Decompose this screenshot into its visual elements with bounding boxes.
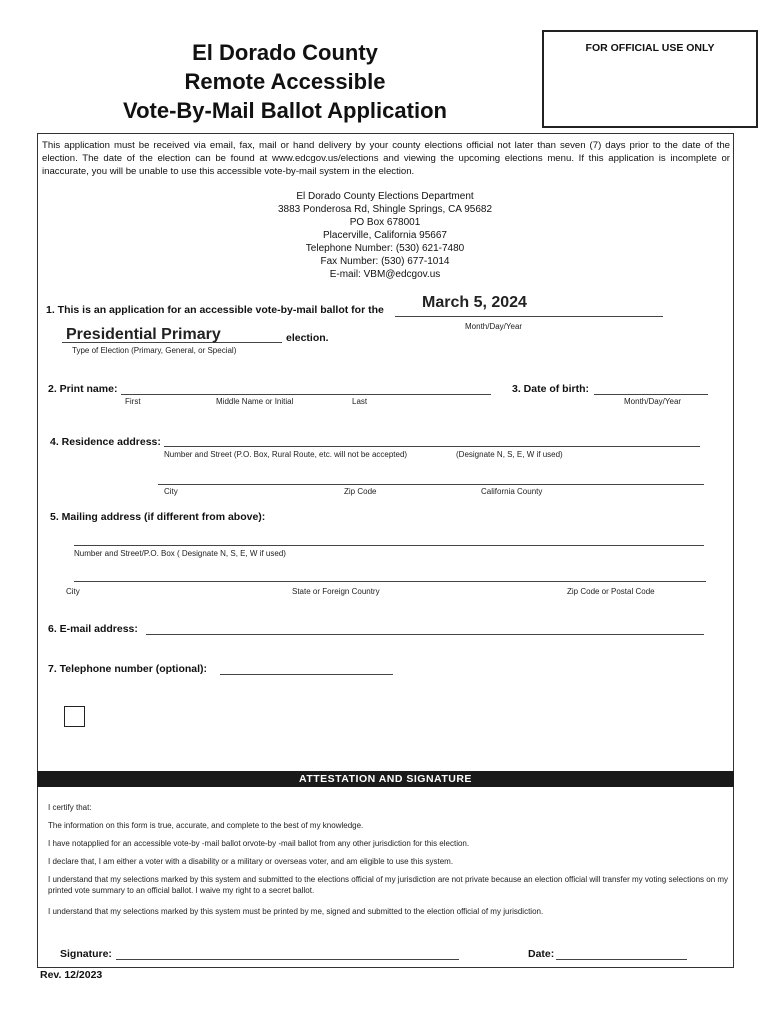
official-use-label: FOR OFFICIAL USE ONLY [585,42,715,54]
signature-label: Signature: [60,948,112,960]
hint-last: Last [352,397,368,406]
hint-first: First [125,397,141,406]
title-line-2: Remote Accessible [184,69,386,94]
attestation-line-4: I declare that, I am either a voter with a disability or a military or overseas voter, and am eligible to use this system. [48,857,454,866]
form-title [60,38,510,125]
official-use-box [542,30,758,128]
title-line-1: El Dorado County [192,40,378,65]
date-of-birth-field[interactable] [594,394,708,395]
q7-label: 7. Telephone number (optional): [48,663,208,675]
intro-paragraph: This application must be received via email, fax, mail or hand delivery by your county elections official not later than seven (7) days prior to the date of the election. The date of the election can be found at www.edcgov.us/elections and viewing the upcoming elections menu. If this application is incomplete or inaccurate, you will be unable to use this accessible vote-by-mail system in the election. [42,140,730,177]
department-phone: Telephone Number: (530) 621-7480 [305,243,465,254]
attestation-line-3: I have notapplied for an accessible vote-by -mail ballot orvote-by -mail ballot from any other jurisdiction for this election. [48,839,470,848]
residence-city-hint: City [164,487,178,496]
election-type-hint: Type of Election (Primary, General, or Special) [72,346,237,355]
signature-date-field[interactable] [556,959,687,960]
residence-city-field[interactable] [158,484,704,485]
signature-field[interactable] [116,959,459,960]
attestation-heading: ATTESTATION AND SIGNATURE [37,771,734,787]
hint-middle: Middle Name or Initial [216,397,294,406]
residence-zip-hint: Zip Code [344,487,377,496]
q3-label: 3. Date of birth: [512,383,590,395]
mailing-city-field[interactable] [74,581,706,582]
residence-street-field[interactable] [164,446,700,447]
mailing-street-hint: Number and Street/P.O. Box ( Designate N, S, E, W if used) [74,549,286,558]
mailing-state-hint: State or Foreign Country [292,587,380,596]
election-date-hint: Month/Day/Year [465,322,523,331]
q5-label: 5. Mailing address (if different from above): [50,511,266,523]
election-suffix: election. [286,332,329,344]
department-email: E-mail: VBM@edcgov.us [329,269,441,280]
print-name-field[interactable] [121,394,491,395]
election-date-value: March 5, 2024 [422,294,527,311]
q2-label: 2. Print name: [48,383,118,395]
attestation-line-1: I certify that: [48,803,92,812]
revision-label: Rev. 12/2023 [40,969,103,981]
q1-label: 1. This is an application for an accessible vote-by-mail ballot for the [46,304,384,316]
mailing-street-field[interactable] [74,545,704,546]
residence-designate-hint: (Designate N, S, E, W if used) [456,450,563,459]
residence-county-hint: California County [481,487,543,496]
attestation-line-5: I understand that my selections marked by this system and submitted to the elections official of my jurisdiction are not private because an election official will transfer my voting selections on my printed vote summary to an official ballot. I waive my right to a secret ballot. [48,875,729,895]
mailing-city-hint: City [66,587,80,596]
department-fax: Fax Number: (530) 677-1014 [320,256,450,267]
election-date-field[interactable] [395,316,663,317]
mailing-zip-hint: Zip Code or Postal Code [567,587,655,596]
department-address [0,190,770,281]
checkbox[interactable] [64,706,85,727]
email-field[interactable] [146,634,704,635]
q4-label: 4. Residence address: [50,436,161,448]
q6-label: 6. E-mail address: [48,623,138,635]
telephone-field[interactable] [220,674,393,675]
department-city: Placerville, California 95667 [323,230,447,241]
department-po-box: PO Box 678001 [349,217,421,228]
title-line-3: Vote-By-Mail Ballot Application [123,98,447,123]
date-label: Date: [528,948,555,960]
department-street: 3883 Ponderosa Rd, Shingle Springs, CA 95682 [277,204,493,215]
attestation-line-6: I understand that my selections marked by this system must be printed by me, signed and submitted to the election official of my jurisdiction. [48,907,544,916]
residence-street-hint: Number and Street (P.O. Box, Rural Route, etc. will not be accepted) [164,450,408,459]
dob-hint: Month/Day/Year [624,397,682,406]
department-name: El Dorado County Elections Department [296,191,474,202]
attestation-line-2: The information on this form is true, accurate, and complete to the best of my knowledge. [48,821,364,830]
election-type-value: Presidential Primary [66,326,221,343]
